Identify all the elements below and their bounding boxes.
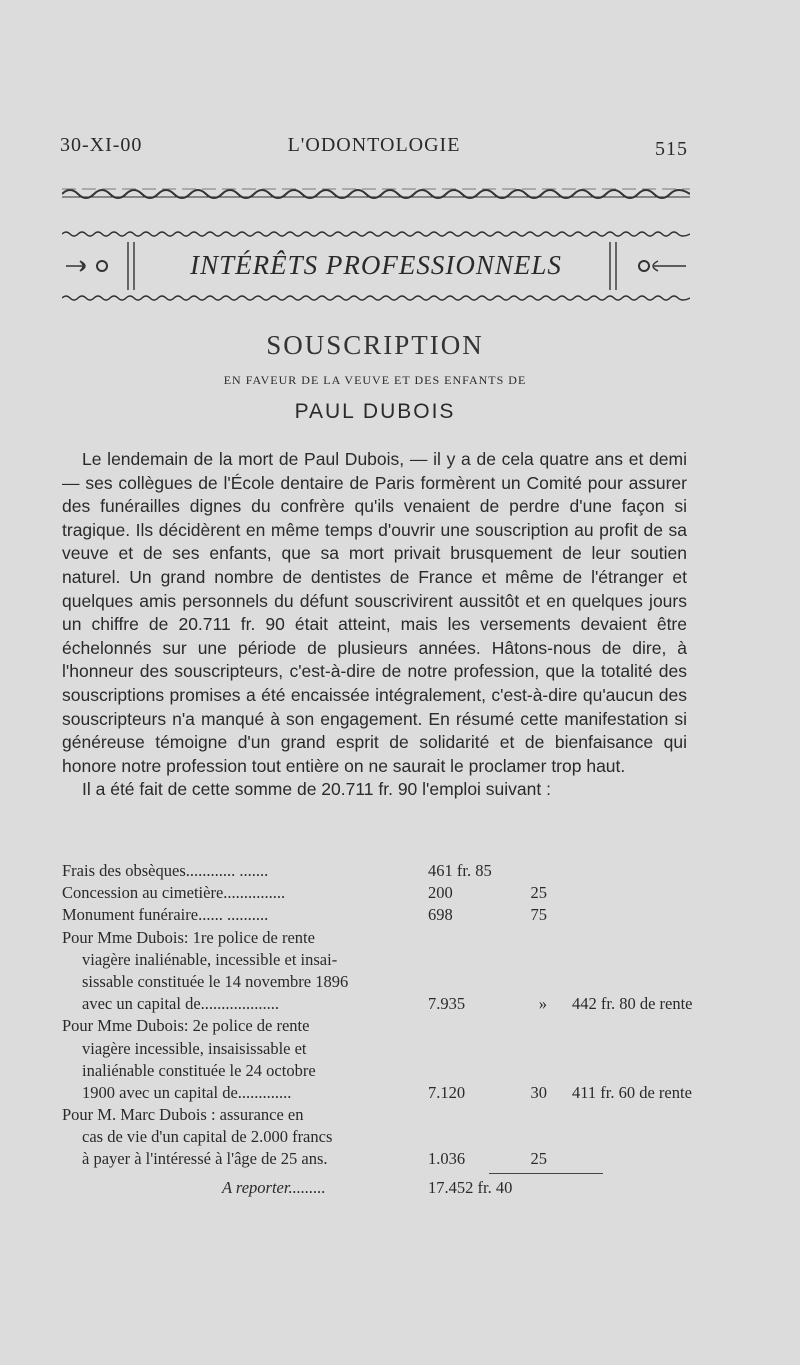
table-row (62, 860, 782, 882)
row-label: Pour Mme Dubois: 1re police de rente (62, 927, 315, 947)
article-body (62, 448, 687, 802)
body-paragraph: Le lendemain de la mort de Paul Dubois, — il y a de cela quatre ans et demi — ses collègues de l'École dentaire de Paris formèrent un Comité pour assurer des funérailles dignes du confrère qu'ils venaient de perdre d'une façon si tragique. Ils décidèrent en même temps d'ouvrir une souscription au profit de sa veuve et de ses enfants, que sa mort privait brusquement de leur soutien naturel. Un grand nombre de dentistes de France et même de l'étranger et quelques amis personnels du défunt souscrivirent aussitôt et en quelques jours un chiffre de 20.711 fr. 90 était atteint, mais les versements devaient être échelonnés sur une période de plusieurs années. Hâtons-nous de dire, à l'honneur des souscripteurs, c'est-à-dire de notre profession, que la totalité des souscriptions promises a été encaissée intégralement, c'est-à-dire qu'aucun des souscripteurs n'a manqué à son engagement. En résumé cette manifestation si généreuse témoigne d'un grand esprit de solidarité et de bienfaisance qui honore notre profession tout entière on ne saurait le proclamer trop haut. (62, 449, 687, 776)
table-row (62, 927, 782, 949)
table-row (62, 1015, 782, 1037)
accounts-table (62, 860, 782, 1199)
row-label: Frais des obsèques............ ....... (62, 861, 269, 880)
row-label: Concession au cimetière............... (62, 883, 286, 903)
article-dedicatee: PAUL DUBOIS (294, 400, 456, 423)
table-row (62, 882, 782, 904)
row-label: à payer à l'intéressé à l'âge de 25 ans. (82, 1149, 328, 1169)
row-amount: 1.036 (428, 1149, 466, 1169)
row-label: inaliénable constituée le 24 octobre (82, 1060, 316, 1080)
row-cents: 30 (530, 1082, 547, 1102)
row-amount: 461 fr. 85 (428, 861, 492, 880)
row-cents: » (538, 994, 547, 1014)
table-row (62, 993, 782, 1015)
table-row (62, 1148, 782, 1170)
journal-title: L'ODONTOLOGIE (287, 134, 461, 156)
table-row (62, 1126, 782, 1148)
row-amount: 7.120 (428, 1082, 466, 1102)
total-rule (489, 1173, 603, 1174)
row-label: viagère incessible, insaisissable et (82, 1038, 307, 1058)
table-row (62, 904, 782, 926)
row-label: Monument funéraire...... .......... (62, 905, 269, 925)
table-row (62, 1104, 782, 1126)
row-label: cas de vie d'un capital de 2.000 francs (82, 1127, 333, 1147)
carry-label: A reporter......... (222, 1177, 326, 1197)
row-amount: 200 (428, 883, 453, 903)
section-rubric (62, 228, 690, 306)
row-label: Pour Mme Dubois: 2e police de rente (62, 1016, 310, 1036)
row-cents: 75 (530, 905, 547, 925)
row-label: avec un capital de................... (82, 994, 280, 1014)
decorative-rule-ornament (62, 184, 690, 200)
row-label: Pour M. Marc Dubois : assurance en (62, 1105, 304, 1125)
table-row (62, 1060, 782, 1082)
row-rente: 442 fr. 80 de rente (572, 994, 693, 1014)
row-cents: 25 (530, 883, 547, 903)
running-header (60, 134, 688, 164)
row-cents: 25 (530, 1149, 547, 1169)
body-paragraph: Il a été fait de cette somme de 20.711 fr. 90 l'emploi suivant : (82, 779, 551, 800)
issue-date: 30-XI-00 (60, 134, 143, 156)
rubric-title: INTÉRÊTS PROFESSIONNELS (190, 250, 562, 280)
table-row (62, 971, 782, 993)
row-label: sissable constituée le 14 novembre 1896 (82, 971, 349, 991)
page-number: 515 (655, 138, 688, 160)
row-amount: 698 (428, 905, 453, 925)
article-subtitle: EN FAVEUR DE LA VEUVE ET DES ENFANTS DE (223, 373, 527, 387)
row-label: viagère inaliénable, incessible et insai- (82, 949, 338, 969)
article-title: SOUSCRIPTION (266, 330, 484, 360)
table-row (62, 1038, 782, 1060)
carry-total: 17.452 fr. 40 (428, 1177, 513, 1197)
row-amount: 7.935 (428, 994, 466, 1014)
table-row (62, 1082, 782, 1104)
carry-forward-row (62, 1177, 782, 1199)
table-row (62, 949, 782, 971)
row-rente: 411 fr. 60 de rente (572, 1082, 692, 1102)
row-label: 1900 avec un capital de............. (82, 1082, 292, 1102)
